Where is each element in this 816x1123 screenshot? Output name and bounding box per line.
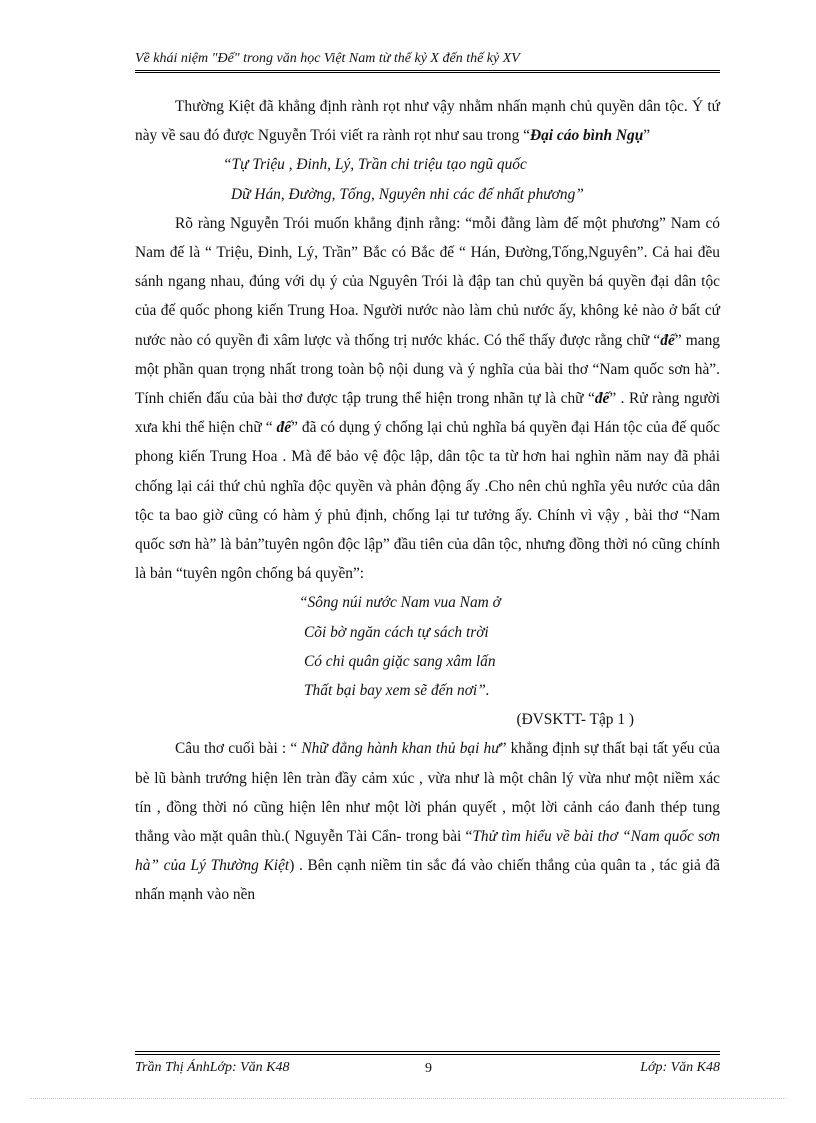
header-rule [135,70,720,71]
page-number: 9 [425,1061,432,1076]
paragraph: Rõ ràng Nguyễn Trói muốn khẳng định rằng: “mỗi đằng làm đế một phương” Nam có Nam đế là “ Triệu, Đinh, Lý, Trần” Bắc có Bắc đế “ Hán, Đường,Tống,Nguyên”. Cả hai đều sánh ngang nhau, đúng với dụ ý của Nguyên Trói là đập tan chủ quyền bá quyền đại dân tộc của đế quốc phong kiến Trung Hoa. Người nước nào làm chủ nước ấy, không kẻ nào ở bất cứ nước nào có quyền đi xâm lược và thống trị nước khác. Có thể thấy được rằng chữ “đế” mang một phần quan trọng nhất trong toàn bộ nội dung và ý nghĩa của bài thơ “Nam quốc sơn hà”. Tính chiến đấu của bài thơ được tập trung thể hiện trong nhãn tự là chữ “đế” . Rử ràng người xưa khi thể hiện chữ “ đế” đã có dụng ý chống lại chủ nghĩa bá quyền đại Hán tộc của đế quốc phong kiến Trung Hoa . Mà để bảo vệ độc lập, dân tộc ta từ hơn hai nghìn năm nay đã phải chống lại cái thứ chủ nghĩa độc quyền và phản động ấy .Cho nên chủ nghĩa yêu nước của dân tộc ta bao giờ cũng có hàm ý phủ định, chống lại tư tưởng ấy. Chính vì vậy , bài thơ “Nam quốc sơn hà” là bản”tuyên ngôn độc lập” đầu tiên của dân tộc, nhưng đồng thời nó cũng chính là bản “tuyên ngôn chống bá quyền”: [135,214,720,583]
page-edge [30,1098,786,1099]
paragraph: Câu thơ cuối bài : “ Nhữ đẳng hành khan thủ bại hư” khẳng định sự thất bại tất yếu của bè lũ bành trướng hiện lên tràn đầy cảm xúc , vừa như là một chân lý vừa như một niềm xác tín , đồng thời nó cũng hiện lên như một lời phán quyết , một lời cảnh cáo đanh thép tung thẳng vào mặt quân thù.( Nguyễn Tài Cẩn- trong bài “Thử tìm hiểu về bài thơ “Nam quốc sơn hà” của Lý Thường Kiệt) . Bên cạnh niềm tin sắc đá vào chiến thắng của quân ta , tác giả đã nhấn mạnh vào nền [135,740,720,904]
running-footer [135,1058,720,1078]
footer-author: Trần Thị ÁnhLớp: Văn K48 [135,1060,290,1075]
main-text [135,92,720,910]
footer-rule [135,1051,720,1052]
verse-line: Thất bại bay xem sẽ đến nơi”. [304,682,490,700]
running-header: Về khái niệm "Đế" trong văn học Việt Nam từ thế kỷ X đến thế kỷ XV [135,51,520,66]
verse-line: Dữ Hán, Đường, Tống, Nguyên nhi các đế nhất phương” [231,185,584,203]
paragraph: Thường Kiệt đã khẳng định rành rọt như vậy nhằm nhấn mạnh chủ quyền dân tộc. Ý tứ này về sau đó được Nguyễn Trói viết ra rành rọt như sau trong “Đại cáo bình Ngụ” [135,98,720,145]
verse-line: Cõi bờ ngăn cách tự sách trời [304,623,489,641]
work-title: Đại cáo bình Ngụ [529,127,644,145]
header-rule [135,72,720,73]
footer-class: Lớp: Văn K48 [640,1060,720,1075]
verse-line: “Sông núi nước Nam vua Nam ở [299,594,501,612]
verse-line: Có chi quân giặc sang xâm lấn [304,652,496,670]
citation-source: (ĐVSKTT- Tập 1 ) [516,711,634,729]
footer-rule [135,1054,720,1055]
verse-line: “Tự Triệu , Đinh, Lý, Trần chi triệu tạo ngũ quốc [223,156,527,174]
